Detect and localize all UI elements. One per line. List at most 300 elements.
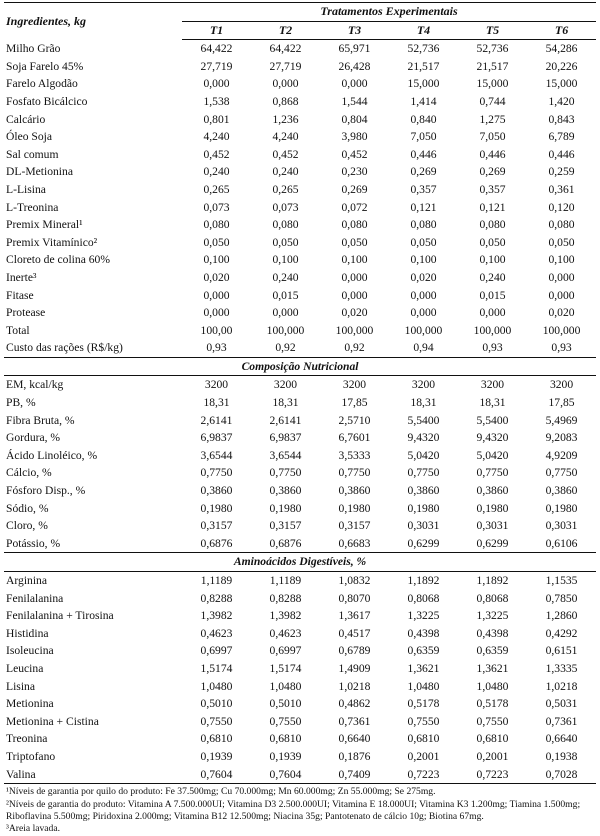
amino-acids-section-title: Aminoácidos Digestíveis, % bbox=[4, 553, 596, 572]
value-cell-t3: 26,428 bbox=[338, 59, 371, 73]
value-cell-t5: 21,517 bbox=[476, 59, 509, 73]
table-row bbox=[4, 304, 596, 322]
value-cell-t6: 1,0218 bbox=[545, 679, 578, 693]
value-cell-t6: 0,020 bbox=[548, 306, 575, 320]
value-cell-t5: 0,100 bbox=[479, 253, 506, 267]
value-cell-t2: 1,0480 bbox=[269, 679, 302, 693]
row-label: Premix Vitamínico² bbox=[6, 235, 98, 249]
value-cell-t1: 0,265 bbox=[203, 182, 230, 196]
footnote-premix-vitaminico: ²Níveis de garantia do produto: Vitamina A 7.500.000UI; Vitamina D3 2.500.000UI; Vitamina E 18.000UI; Vitamina K3 1.200mg; Tiamina 1.500mg; Riboflavina 5.500mg; Piridoxina 2.000mg; Vitamina B12 12.500mg; Niacina 35g; Pantotenato de cálcio 10g; Biotina 67mg. bbox=[6, 798, 581, 822]
value-cell-t3: 6,7601 bbox=[338, 431, 371, 445]
table-row bbox=[4, 730, 596, 748]
value-cell-t1: 0,1980 bbox=[200, 501, 233, 515]
row-label: Fitase bbox=[6, 288, 34, 302]
value-cell-t2: 0,015 bbox=[272, 288, 299, 302]
value-cell-t1: 4,240 bbox=[203, 130, 230, 144]
value-cell-t4: 0,6810 bbox=[407, 732, 440, 746]
row-label: Arginina bbox=[6, 574, 48, 587]
value-cell-t5: 0,3860 bbox=[476, 484, 509, 498]
value-cell-t6: 1,3335 bbox=[545, 661, 578, 675]
value-cell-t5: 0,6810 bbox=[476, 732, 509, 746]
value-cell-t4: 18,31 bbox=[410, 396, 437, 410]
diet-composition-table bbox=[4, 2, 596, 784]
composition-section-title: Composição Nutricional bbox=[4, 357, 596, 376]
row-label: PB, % bbox=[6, 396, 36, 410]
table-row bbox=[4, 269, 596, 287]
row-label: Ácido Linoléico, % bbox=[6, 448, 98, 462]
value-cell-t4: 0,000 bbox=[410, 306, 437, 320]
row-label: Isoleucina bbox=[6, 644, 54, 658]
row-label: Calcário bbox=[6, 112, 46, 126]
treatment-header-t5: T5 bbox=[458, 21, 527, 40]
value-cell-t6: 20,226 bbox=[545, 59, 578, 73]
value-cell-t3: 0,4862 bbox=[338, 697, 371, 711]
value-cell-t3: 0,3157 bbox=[338, 519, 371, 533]
value-cell-t6: 0,1938 bbox=[545, 749, 578, 763]
value-cell-t3: 0,080 bbox=[341, 218, 368, 232]
value-cell-t6: 0,7361 bbox=[545, 714, 578, 728]
value-cell-t3: 0,3860 bbox=[338, 484, 371, 498]
table-row bbox=[4, 713, 596, 731]
value-cell-t2: 0,868 bbox=[272, 94, 299, 108]
table-row bbox=[4, 199, 596, 217]
value-cell-t2: 0,3860 bbox=[269, 484, 302, 498]
value-cell-t3: 3200 bbox=[342, 378, 367, 392]
value-cell-t3: 0,000 bbox=[341, 288, 368, 302]
value-cell-t3: 3,980 bbox=[341, 130, 368, 144]
treatments-group-header: Tratamentos Experimentais bbox=[182, 3, 596, 22]
row-label: Metionina + Cistina bbox=[6, 714, 99, 728]
value-cell-t4: 0,7550 bbox=[407, 714, 440, 728]
value-cell-t1: 0,6810 bbox=[200, 732, 233, 746]
value-cell-t3: 0,100 bbox=[341, 253, 368, 267]
value-cell-t5: 0,2001 bbox=[476, 749, 509, 763]
value-cell-t2: 0,4623 bbox=[269, 626, 302, 640]
value-cell-t3: 0,020 bbox=[341, 306, 368, 320]
row-label: Protease bbox=[6, 306, 46, 320]
row-label: Cálcio, % bbox=[6, 466, 52, 480]
row-label: DL-Metionina bbox=[6, 165, 73, 179]
value-cell-t3: 0,452 bbox=[341, 147, 368, 161]
value-cell-t6: 17,85 bbox=[548, 396, 575, 410]
amino-section-header bbox=[4, 553, 596, 572]
treatment-header-t4: T4 bbox=[389, 21, 458, 40]
value-cell-t5: 0,6299 bbox=[476, 536, 509, 550]
value-cell-t4: 0,3860 bbox=[407, 484, 440, 498]
value-cell-t2: 18,31 bbox=[272, 396, 299, 410]
row-label: Potássio, % bbox=[6, 536, 61, 550]
table-row bbox=[4, 287, 596, 305]
value-cell-t5: 0,446 bbox=[479, 147, 506, 161]
value-cell-t6: 1,2860 bbox=[545, 609, 578, 623]
value-cell-t4: 7,050 bbox=[410, 130, 437, 144]
table-row bbox=[4, 447, 596, 465]
value-cell-t3: 3,5333 bbox=[338, 448, 371, 462]
value-cell-t2: 0,000 bbox=[272, 306, 299, 320]
value-cell-t3: 1,4909 bbox=[338, 661, 371, 675]
value-cell-t6: 0,3031 bbox=[545, 519, 578, 533]
value-cell-t3: 0,804 bbox=[341, 112, 368, 126]
table-row bbox=[4, 482, 596, 500]
table-row bbox=[4, 251, 596, 269]
value-cell-t4: 100,000 bbox=[404, 323, 443, 337]
table-row bbox=[4, 642, 596, 660]
value-cell-t4: 0,050 bbox=[410, 235, 437, 249]
row-label: Inerte³ bbox=[6, 270, 37, 284]
table-row bbox=[4, 339, 596, 357]
value-cell-t6: 0,000 bbox=[548, 288, 575, 302]
diet-composition-document bbox=[4, 0, 596, 836]
value-cell-t3: 0,000 bbox=[341, 270, 368, 284]
value-cell-t5: 0,015 bbox=[479, 288, 506, 302]
value-cell-t5: 0,7750 bbox=[476, 466, 509, 480]
table-row bbox=[4, 429, 596, 447]
row-label: Sódio, % bbox=[6, 501, 49, 515]
value-cell-t6: 0,7750 bbox=[545, 466, 578, 480]
value-cell-t3: 17,85 bbox=[341, 396, 368, 410]
table-row bbox=[4, 625, 596, 643]
treatment-header-t2: T2 bbox=[251, 21, 320, 40]
value-cell-t2: 0,7604 bbox=[251, 766, 320, 784]
value-cell-t1: 0,93 bbox=[206, 341, 227, 355]
composition-section bbox=[4, 376, 596, 553]
value-cell-t5: 0,744 bbox=[479, 94, 506, 108]
value-cell-t4: 0,4398 bbox=[407, 626, 440, 640]
table-row bbox=[4, 322, 596, 340]
value-cell-t3: 1,0832 bbox=[338, 574, 371, 587]
value-cell-t6: 54,286 bbox=[545, 42, 578, 56]
row-label: Fenilalanina + Tirosina bbox=[6, 609, 114, 623]
value-cell-t1: 0,000 bbox=[203, 288, 230, 302]
value-cell-t4: 21,517 bbox=[407, 59, 440, 73]
value-cell-t3: 0,000 bbox=[341, 77, 368, 91]
value-cell-t2: 0,7750 bbox=[269, 466, 302, 480]
value-cell-t2: 0,92 bbox=[275, 341, 296, 355]
treatment-header-t6: T6 bbox=[527, 21, 596, 40]
row-label: Gordura, % bbox=[6, 431, 61, 445]
row-label: Sal comum bbox=[6, 147, 59, 161]
value-cell-t4: 0,121 bbox=[410, 200, 437, 214]
value-cell-t5: 15,000 bbox=[476, 77, 509, 91]
value-cell-t1: 0,6997 bbox=[200, 644, 233, 658]
value-cell-t4: 1,0480 bbox=[407, 679, 440, 693]
table-row bbox=[4, 412, 596, 430]
value-cell-t6: 0,361 bbox=[548, 182, 575, 196]
value-cell-t5: 1,3225 bbox=[476, 609, 509, 623]
value-cell-t1: 0,073 bbox=[203, 200, 230, 214]
value-cell-t1: 0,7604 bbox=[182, 766, 251, 784]
value-cell-t2: 0,3157 bbox=[269, 519, 302, 533]
value-cell-t1: 0,000 bbox=[203, 306, 230, 320]
value-cell-t1: 18,31 bbox=[203, 396, 230, 410]
value-cell-t1: 0,1939 bbox=[200, 749, 233, 763]
row-label: Leucina bbox=[6, 661, 44, 675]
value-cell-t3: 0,7361 bbox=[338, 714, 371, 728]
table-row bbox=[4, 748, 596, 766]
value-cell-t6: 0,080 bbox=[548, 218, 575, 232]
value-cell-t6: 1,1535 bbox=[545, 574, 578, 587]
value-cell-t4: 1,3225 bbox=[407, 609, 440, 623]
value-cell-t3: 1,0218 bbox=[338, 679, 371, 693]
value-cell-t2: 1,5174 bbox=[269, 661, 302, 675]
value-cell-t4: 0,100 bbox=[410, 253, 437, 267]
value-cell-t3: 0,6683 bbox=[338, 536, 371, 550]
value-cell-t4: 9,4320 bbox=[407, 431, 440, 445]
table-row bbox=[4, 146, 596, 164]
value-cell-t5: 52,736 bbox=[476, 42, 509, 56]
ingredients-header: Ingredientes, kg bbox=[4, 3, 182, 40]
value-cell-t4: 0,6299 bbox=[407, 536, 440, 550]
value-cell-t2: 0,080 bbox=[272, 218, 299, 232]
row-label: Triptofano bbox=[6, 749, 56, 763]
table-row bbox=[4, 500, 596, 518]
value-cell-t2: 6,9837 bbox=[269, 431, 302, 445]
value-cell-t2: 100,000 bbox=[266, 323, 305, 337]
value-cell-t2: 2,6141 bbox=[269, 413, 302, 427]
value-cell-t3: 65,971 bbox=[338, 42, 371, 56]
row-label: EM, kcal/kg bbox=[6, 378, 64, 392]
value-cell-t3: 0,230 bbox=[341, 165, 368, 179]
value-cell-t4: 0,6359 bbox=[407, 644, 440, 658]
table-row bbox=[4, 128, 596, 146]
row-label: Fosfato Bicálcico bbox=[6, 94, 88, 108]
value-cell-t3: 0,050 bbox=[341, 235, 368, 249]
row-label: Lisina bbox=[6, 679, 35, 693]
value-cell-t1: 64,422 bbox=[200, 42, 233, 56]
value-cell-t5: 0,3031 bbox=[476, 519, 509, 533]
value-cell-t5: 0,4398 bbox=[476, 626, 509, 640]
row-label: L-Lisina bbox=[6, 182, 46, 196]
value-cell-t5: 0,080 bbox=[479, 218, 506, 232]
table-row bbox=[4, 678, 596, 696]
table-row bbox=[4, 163, 596, 181]
value-cell-t6: 0,050 bbox=[548, 235, 575, 249]
value-cell-t1: 100,00 bbox=[200, 323, 233, 337]
value-cell-t6: 0,3860 bbox=[545, 484, 578, 498]
value-cell-t4: 3200 bbox=[411, 378, 436, 392]
value-cell-t4: 0,1980 bbox=[407, 501, 440, 515]
table-row bbox=[4, 464, 596, 482]
value-cell-t4: 0,3031 bbox=[407, 519, 440, 533]
value-cell-t5: 9,4320 bbox=[476, 431, 509, 445]
value-cell-t5: 0,5178 bbox=[476, 697, 509, 711]
value-cell-t4: 0,269 bbox=[410, 165, 437, 179]
value-cell-t1: 0,100 bbox=[203, 253, 230, 267]
value-cell-t2: 3200 bbox=[273, 378, 298, 392]
row-label: Milho Grão bbox=[6, 41, 61, 55]
table-row bbox=[4, 216, 596, 234]
table-row bbox=[4, 111, 596, 129]
table-row bbox=[4, 517, 596, 535]
value-cell-t5: 0,121 bbox=[479, 200, 506, 214]
value-cell-t5: 100,000 bbox=[473, 323, 512, 337]
row-label: Metionina bbox=[6, 697, 54, 711]
value-cell-t6: 0,259 bbox=[548, 165, 575, 179]
row-label: Fenilalanina bbox=[6, 591, 64, 605]
value-cell-t5: 0,1980 bbox=[476, 501, 509, 515]
value-cell-t5: 18,31 bbox=[479, 396, 506, 410]
table-row bbox=[4, 535, 596, 553]
value-cell-t5: 1,0480 bbox=[476, 679, 509, 693]
value-cell-t1: 0,050 bbox=[203, 235, 230, 249]
value-cell-t1: 1,5174 bbox=[200, 661, 233, 675]
table-row bbox=[4, 590, 596, 608]
value-cell-t4: 0,94 bbox=[413, 341, 434, 355]
table-row bbox=[4, 181, 596, 199]
value-cell-t1: 0,080 bbox=[203, 218, 230, 232]
value-cell-t3: 0,92 bbox=[344, 341, 365, 355]
value-cell-t3: 0,6640 bbox=[338, 732, 371, 746]
value-cell-t1: 0,6876 bbox=[200, 536, 233, 550]
value-cell-t2: 0,1980 bbox=[269, 501, 302, 515]
value-cell-t3: 1,3617 bbox=[338, 609, 371, 623]
value-cell-t6: 0,93 bbox=[551, 341, 572, 355]
row-label: Farelo Algodão bbox=[6, 77, 78, 91]
value-cell-t3: 0,1876 bbox=[338, 749, 371, 763]
value-cell-t3: 0,269 bbox=[341, 182, 368, 196]
treatment-header-t1: T1 bbox=[182, 21, 251, 40]
value-cell-t1: 1,3982 bbox=[200, 609, 233, 623]
value-cell-t4: 1,1892 bbox=[407, 574, 440, 587]
value-cell-t2: 1,236 bbox=[272, 112, 299, 126]
value-cell-t3: 0,7750 bbox=[338, 466, 371, 480]
value-cell-t3: 0,072 bbox=[341, 200, 368, 214]
footnote-inerte: ³Areia lavada. bbox=[6, 823, 61, 835]
value-cell-t2: 64,422 bbox=[269, 42, 302, 56]
composition-section-header bbox=[4, 357, 596, 376]
value-cell-t5: 0,6359 bbox=[476, 644, 509, 658]
value-cell-t6: 0,4292 bbox=[545, 626, 578, 640]
table-row bbox=[4, 58, 596, 76]
value-cell-t2: 0,452 bbox=[272, 147, 299, 161]
value-cell-t6: 6,789 bbox=[548, 130, 575, 144]
table-row bbox=[4, 376, 596, 394]
table-row bbox=[4, 572, 596, 590]
row-label: Fibra Bruta, % bbox=[6, 413, 75, 427]
value-cell-t6: 15,000 bbox=[545, 77, 578, 91]
value-cell-t2: 3,6544 bbox=[269, 448, 302, 462]
value-cell-t5: 0,000 bbox=[479, 306, 506, 320]
value-cell-t1: 1,0480 bbox=[200, 679, 233, 693]
row-label: Soja Farelo 45% bbox=[6, 59, 84, 73]
value-cell-t2: 0,000 bbox=[272, 77, 299, 91]
table-row bbox=[4, 660, 596, 678]
value-cell-t4: 1,3621 bbox=[407, 661, 440, 675]
value-cell-t6: 0,843 bbox=[548, 112, 575, 126]
value-cell-t3: 0,6789 bbox=[338, 644, 371, 658]
table-row bbox=[4, 234, 596, 252]
footnotes bbox=[4, 786, 596, 836]
value-cell-t5: 3200 bbox=[480, 378, 505, 392]
value-cell-t2: 0,8288 bbox=[269, 591, 302, 605]
value-cell-t2: 0,240 bbox=[272, 270, 299, 284]
value-cell-t6: 0,1980 bbox=[545, 501, 578, 515]
value-cell-t4: 0,000 bbox=[410, 288, 437, 302]
value-cell-t5: 5,5400 bbox=[476, 413, 509, 427]
value-cell-t2: 0,1939 bbox=[269, 749, 302, 763]
value-cell-t1: 0,4623 bbox=[200, 626, 233, 640]
value-cell-t5: 0,8068 bbox=[476, 591, 509, 605]
value-cell-t4: 5,0420 bbox=[407, 448, 440, 462]
table-row bbox=[4, 75, 596, 93]
table-row bbox=[4, 40, 596, 58]
value-cell-t6: 0,100 bbox=[548, 253, 575, 267]
value-cell-t3: 2,5710 bbox=[338, 413, 371, 427]
row-label: Custo das rações (R$/kg) bbox=[6, 341, 123, 355]
value-cell-t2: 0,6997 bbox=[269, 644, 302, 658]
value-cell-t4: 0,7223 bbox=[389, 766, 458, 784]
value-cell-t1: 0,452 bbox=[203, 147, 230, 161]
value-cell-t1: 0,000 bbox=[203, 77, 230, 91]
table-row bbox=[4, 394, 596, 412]
table-row bbox=[4, 607, 596, 625]
value-cell-t4: 0,446 bbox=[410, 147, 437, 161]
value-cell-t1: 0,240 bbox=[203, 165, 230, 179]
value-cell-t6: 0,7028 bbox=[527, 766, 596, 784]
value-cell-t4: 0,020 bbox=[410, 270, 437, 284]
value-cell-t6: 0,000 bbox=[548, 270, 575, 284]
row-label: L-Treonina bbox=[6, 200, 59, 214]
value-cell-t5: 1,1892 bbox=[476, 574, 509, 587]
value-cell-t4: 15,000 bbox=[407, 77, 440, 91]
value-cell-t2: 0,6876 bbox=[269, 536, 302, 550]
value-cell-t1: 0,5010 bbox=[200, 697, 233, 711]
value-cell-t5: 5,0420 bbox=[476, 448, 509, 462]
ingredients-section bbox=[4, 40, 596, 358]
value-cell-t4: 0,080 bbox=[410, 218, 437, 232]
row-label: Cloreto de colina 60% bbox=[6, 253, 110, 267]
value-cell-t6: 0,5031 bbox=[545, 697, 578, 711]
value-cell-t1: 3200 bbox=[204, 378, 229, 392]
value-cell-t6: 5,4969 bbox=[545, 413, 578, 427]
value-cell-t3: 0,1980 bbox=[338, 501, 371, 515]
row-label: Histidina bbox=[6, 626, 49, 640]
value-cell-t3: 0,4517 bbox=[338, 626, 371, 640]
value-cell-t5: 0,050 bbox=[479, 235, 506, 249]
value-cell-t4: 1,414 bbox=[410, 94, 437, 108]
value-cell-t4: 0,7750 bbox=[407, 466, 440, 480]
row-label: Premix Mineral¹ bbox=[6, 218, 83, 232]
value-cell-t6: 0,6106 bbox=[545, 536, 578, 550]
value-cell-t3: 100,000 bbox=[335, 323, 374, 337]
value-cell-t5: 1,3621 bbox=[476, 661, 509, 675]
value-cell-t2: 4,240 bbox=[272, 130, 299, 144]
footnote-premix-mineral: ¹Níveis de garantia por quilo do produto: Fe 37.500mg; Cu 70.000mg; Mn 60.000mg; Zn 55.000mg; Se 275mg. bbox=[6, 786, 436, 798]
table-row bbox=[4, 766, 596, 784]
header-row-group bbox=[4, 3, 596, 22]
value-cell-t6: 9,2083 bbox=[545, 431, 578, 445]
value-cell-t2: 1,3982 bbox=[269, 609, 302, 623]
value-cell-t2: 0,5010 bbox=[269, 697, 302, 711]
value-cell-t2: 0,240 bbox=[272, 165, 299, 179]
value-cell-t6: 0,7850 bbox=[545, 591, 578, 605]
treatment-header-t3: T3 bbox=[320, 21, 389, 40]
value-cell-t1: 2,6141 bbox=[200, 413, 233, 427]
row-label: Total bbox=[6, 323, 30, 337]
value-cell-t4: 0,840 bbox=[410, 112, 437, 126]
value-cell-t6: 0,446 bbox=[548, 147, 575, 161]
value-cell-t5: 0,269 bbox=[479, 165, 506, 179]
value-cell-t3: 1,544 bbox=[341, 94, 368, 108]
value-cell-t5: 1,275 bbox=[479, 112, 506, 126]
value-cell-t1: 0,3157 bbox=[200, 519, 233, 533]
row-label: Treonina bbox=[6, 732, 48, 746]
value-cell-t5: 0,240 bbox=[479, 270, 506, 284]
row-label: Cloro, % bbox=[6, 519, 48, 533]
value-cell-t5: 0,93 bbox=[482, 341, 503, 355]
value-cell-t6: 3200 bbox=[549, 378, 574, 392]
value-cell-t5: 7,050 bbox=[479, 130, 506, 144]
